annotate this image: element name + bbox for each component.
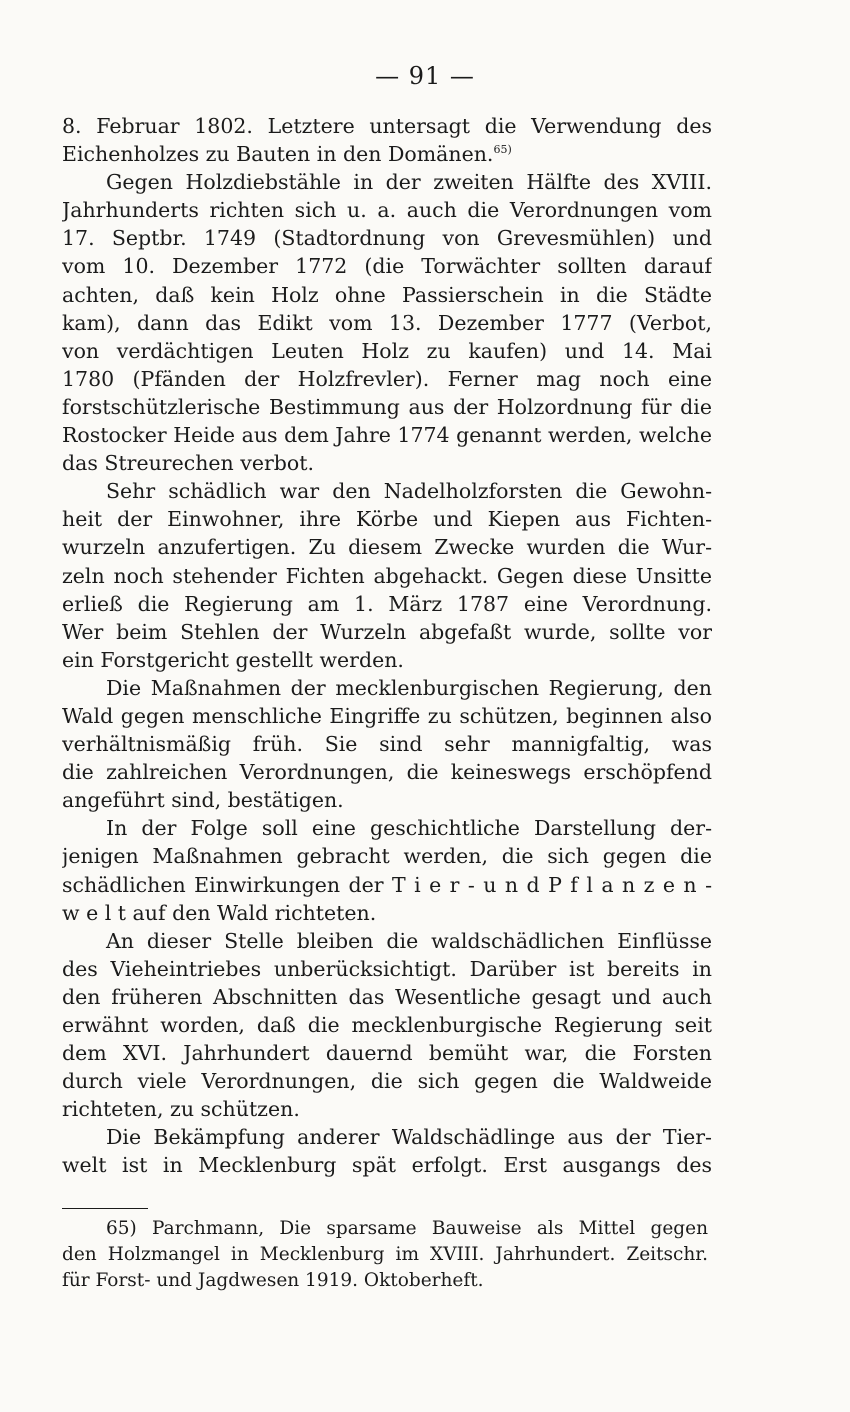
text-line bbox=[62, 955, 712, 983]
text-line bbox=[62, 505, 712, 533]
footnote-line bbox=[62, 1242, 708, 1268]
text-line bbox=[62, 309, 712, 337]
text-line-text: richteten, zu schützen. bbox=[62, 1097, 300, 1122]
text-line-text: den früheren Abschnitten das Wesentliche gesagt und auch bbox=[62, 984, 712, 1009]
text-line-text: achten, daß kein Holz ohne Passierschein in die Städte bbox=[62, 282, 712, 307]
text-line bbox=[62, 393, 712, 421]
text-line-text: 8. Februar 1802. Letztere untersagt die Verwendung des bbox=[62, 114, 712, 138]
text-line-text: In der Folge soll eine geschichtliche Darstellung der- bbox=[106, 816, 712, 841]
text-line bbox=[62, 337, 712, 365]
text-line bbox=[62, 927, 712, 955]
footnote-line-text: 65) Parchmann, Die sparsame Bauweise als Mittel gegen bbox=[106, 1218, 708, 1239]
text-line-text: Sehr schädlich war den Nadelholzforsten die Gewohn- bbox=[106, 479, 712, 504]
footnote-line bbox=[62, 1216, 708, 1242]
text-line bbox=[62, 281, 712, 309]
footnote-line bbox=[62, 1268, 708, 1294]
text-line-text: An dieser Stelle bleiben die waldschädlichen Einflüsse bbox=[106, 928, 712, 953]
text-line bbox=[62, 1123, 712, 1151]
footnote-reference: 65) bbox=[493, 143, 512, 157]
text-line-text: Wald gegen menschliche Eingriffe zu schützen, beginnen also bbox=[62, 703, 712, 728]
text-line bbox=[62, 871, 712, 899]
text-line bbox=[62, 730, 712, 758]
text-line-text: w e l t auf den Wald richteten. bbox=[62, 900, 377, 925]
text-line-text: jenigen Maßnahmen gebracht werden, die sich gegen die bbox=[62, 844, 712, 869]
text-line bbox=[62, 842, 712, 870]
footnote-line-text: den Holzmangel in Mecklenburg im XVIII. Jahrhundert. Zeitschr. bbox=[62, 1244, 708, 1265]
text-line bbox=[62, 421, 712, 449]
text-line-text: kam), dann das Edikt vom 13. Dezember 1777 (Verbot, bbox=[62, 310, 712, 335]
text-line bbox=[62, 365, 712, 393]
text-line-text: zeln noch stehender Fichten abgehackt. Gegen diese Unsitte bbox=[62, 563, 712, 588]
text-line bbox=[62, 899, 712, 927]
text-line-text: 1780 (Pfänden der Holzfrevler). Ferner mag noch eine bbox=[62, 366, 712, 391]
footnote-line-text: für Forst- und Jagdwesen 1919. Oktoberheft. bbox=[62, 1270, 484, 1291]
text-line-text: wurzeln anzufertigen. Zu diesem Zwecke wurden die Wur- bbox=[62, 535, 712, 560]
page-number: — 91 — bbox=[375, 62, 475, 90]
text-line-text: Jahrhunderts richten sich u. a. auch die Verordnungen vom bbox=[62, 198, 712, 223]
text-line bbox=[62, 758, 712, 786]
text-line-text: Wer beim Stehlen der Wurzeln abgefaßt wurde, sollte vor bbox=[62, 619, 712, 644]
text-line-text: durch viele Verordnungen, die sich gegen die Waldweide bbox=[62, 1069, 712, 1094]
text-line-text: Rostocker Heide aus dem Jahre 1774 genannt werden, welche bbox=[62, 423, 712, 448]
text-line bbox=[62, 674, 712, 702]
text-line-text: ein Forstgericht gestellt werden. bbox=[62, 647, 404, 672]
text-line bbox=[62, 477, 712, 505]
text-line bbox=[62, 196, 712, 224]
text-line-text: das Streurechen verbot. bbox=[62, 451, 314, 476]
text-line bbox=[62, 786, 712, 814]
text-line bbox=[62, 1151, 712, 1179]
text-line-text: verhältnismäßig früh. Sie sind sehr mannigfaltig, was bbox=[62, 732, 712, 757]
text-line-text: forstschützlerische Bestimmung aus der Holzordnung für die bbox=[62, 394, 712, 419]
text-line bbox=[62, 814, 712, 842]
text-line bbox=[62, 140, 712, 168]
footnote bbox=[62, 1216, 708, 1294]
text-line-text: Die Bekämpfung anderer Waldschädlinge aus der Tier- bbox=[106, 1125, 712, 1150]
text-line-text: 17. Septbr. 1749 (Stadtordnung von Grevesmühlen) und bbox=[62, 226, 712, 251]
text-line bbox=[62, 1039, 712, 1067]
text-line-text: heit der Einwohner, ihre Körbe und Kiepen aus Fichten- bbox=[62, 507, 712, 532]
text-line-text: Eichenholzes zu Bauten in den Domänen. bbox=[62, 142, 494, 167]
text-line-text: von verdächtigen Leuten Holz zu kaufen) und 14. Mai bbox=[62, 338, 712, 363]
text-line-text: Die Maßnahmen der mecklenburgischen Regierung, den bbox=[106, 675, 712, 700]
text-line bbox=[62, 590, 712, 618]
text-line-text: des Vieheintriebes unberücksichtigt. Darüber ist bereits in bbox=[62, 956, 712, 981]
text-line bbox=[62, 224, 712, 252]
text-line-text: erließ die Regierung am 1. März 1787 eine Verordnung. bbox=[62, 591, 712, 616]
text-line bbox=[62, 533, 712, 561]
text-line-text: vom 10. Dezember 1772 (die Torwächter sollten darauf bbox=[62, 254, 712, 279]
text-line bbox=[62, 252, 712, 280]
body-text bbox=[62, 112, 712, 1180]
text-line-text: welt ist in Mecklenburg spät erfolgt. Erst ausgangs des bbox=[62, 1153, 712, 1178]
text-line bbox=[62, 449, 712, 477]
text-line-text: Gegen Holzdiebstähle in der zweiten Hälfte des XVIII. bbox=[106, 170, 712, 195]
footnote-divider bbox=[62, 1208, 148, 1209]
text-line bbox=[62, 702, 712, 730]
text-line-text: angeführt sind, bestätigen. bbox=[62, 788, 344, 813]
text-line-text: schädlichen Einwirkungen der T i e r - u n d P f l a n z e n - bbox=[62, 872, 712, 897]
text-line bbox=[62, 1095, 712, 1123]
text-line-text: dem XVI. Jahrhundert dauernd bemüht war, die Forsten bbox=[62, 1041, 712, 1066]
text-line bbox=[62, 112, 712, 140]
text-line bbox=[62, 1067, 712, 1095]
text-line-text: die zahlreichen Verordnungen, die keineswegs erschöpfend bbox=[62, 760, 712, 785]
text-line bbox=[62, 1011, 712, 1039]
text-line-text: erwähnt worden, daß die mecklenburgische Regierung seit bbox=[62, 1013, 712, 1037]
text-line bbox=[62, 983, 712, 1011]
text-line bbox=[62, 646, 712, 674]
text-line bbox=[62, 168, 712, 196]
text-line bbox=[62, 562, 712, 590]
text-line bbox=[62, 618, 712, 646]
